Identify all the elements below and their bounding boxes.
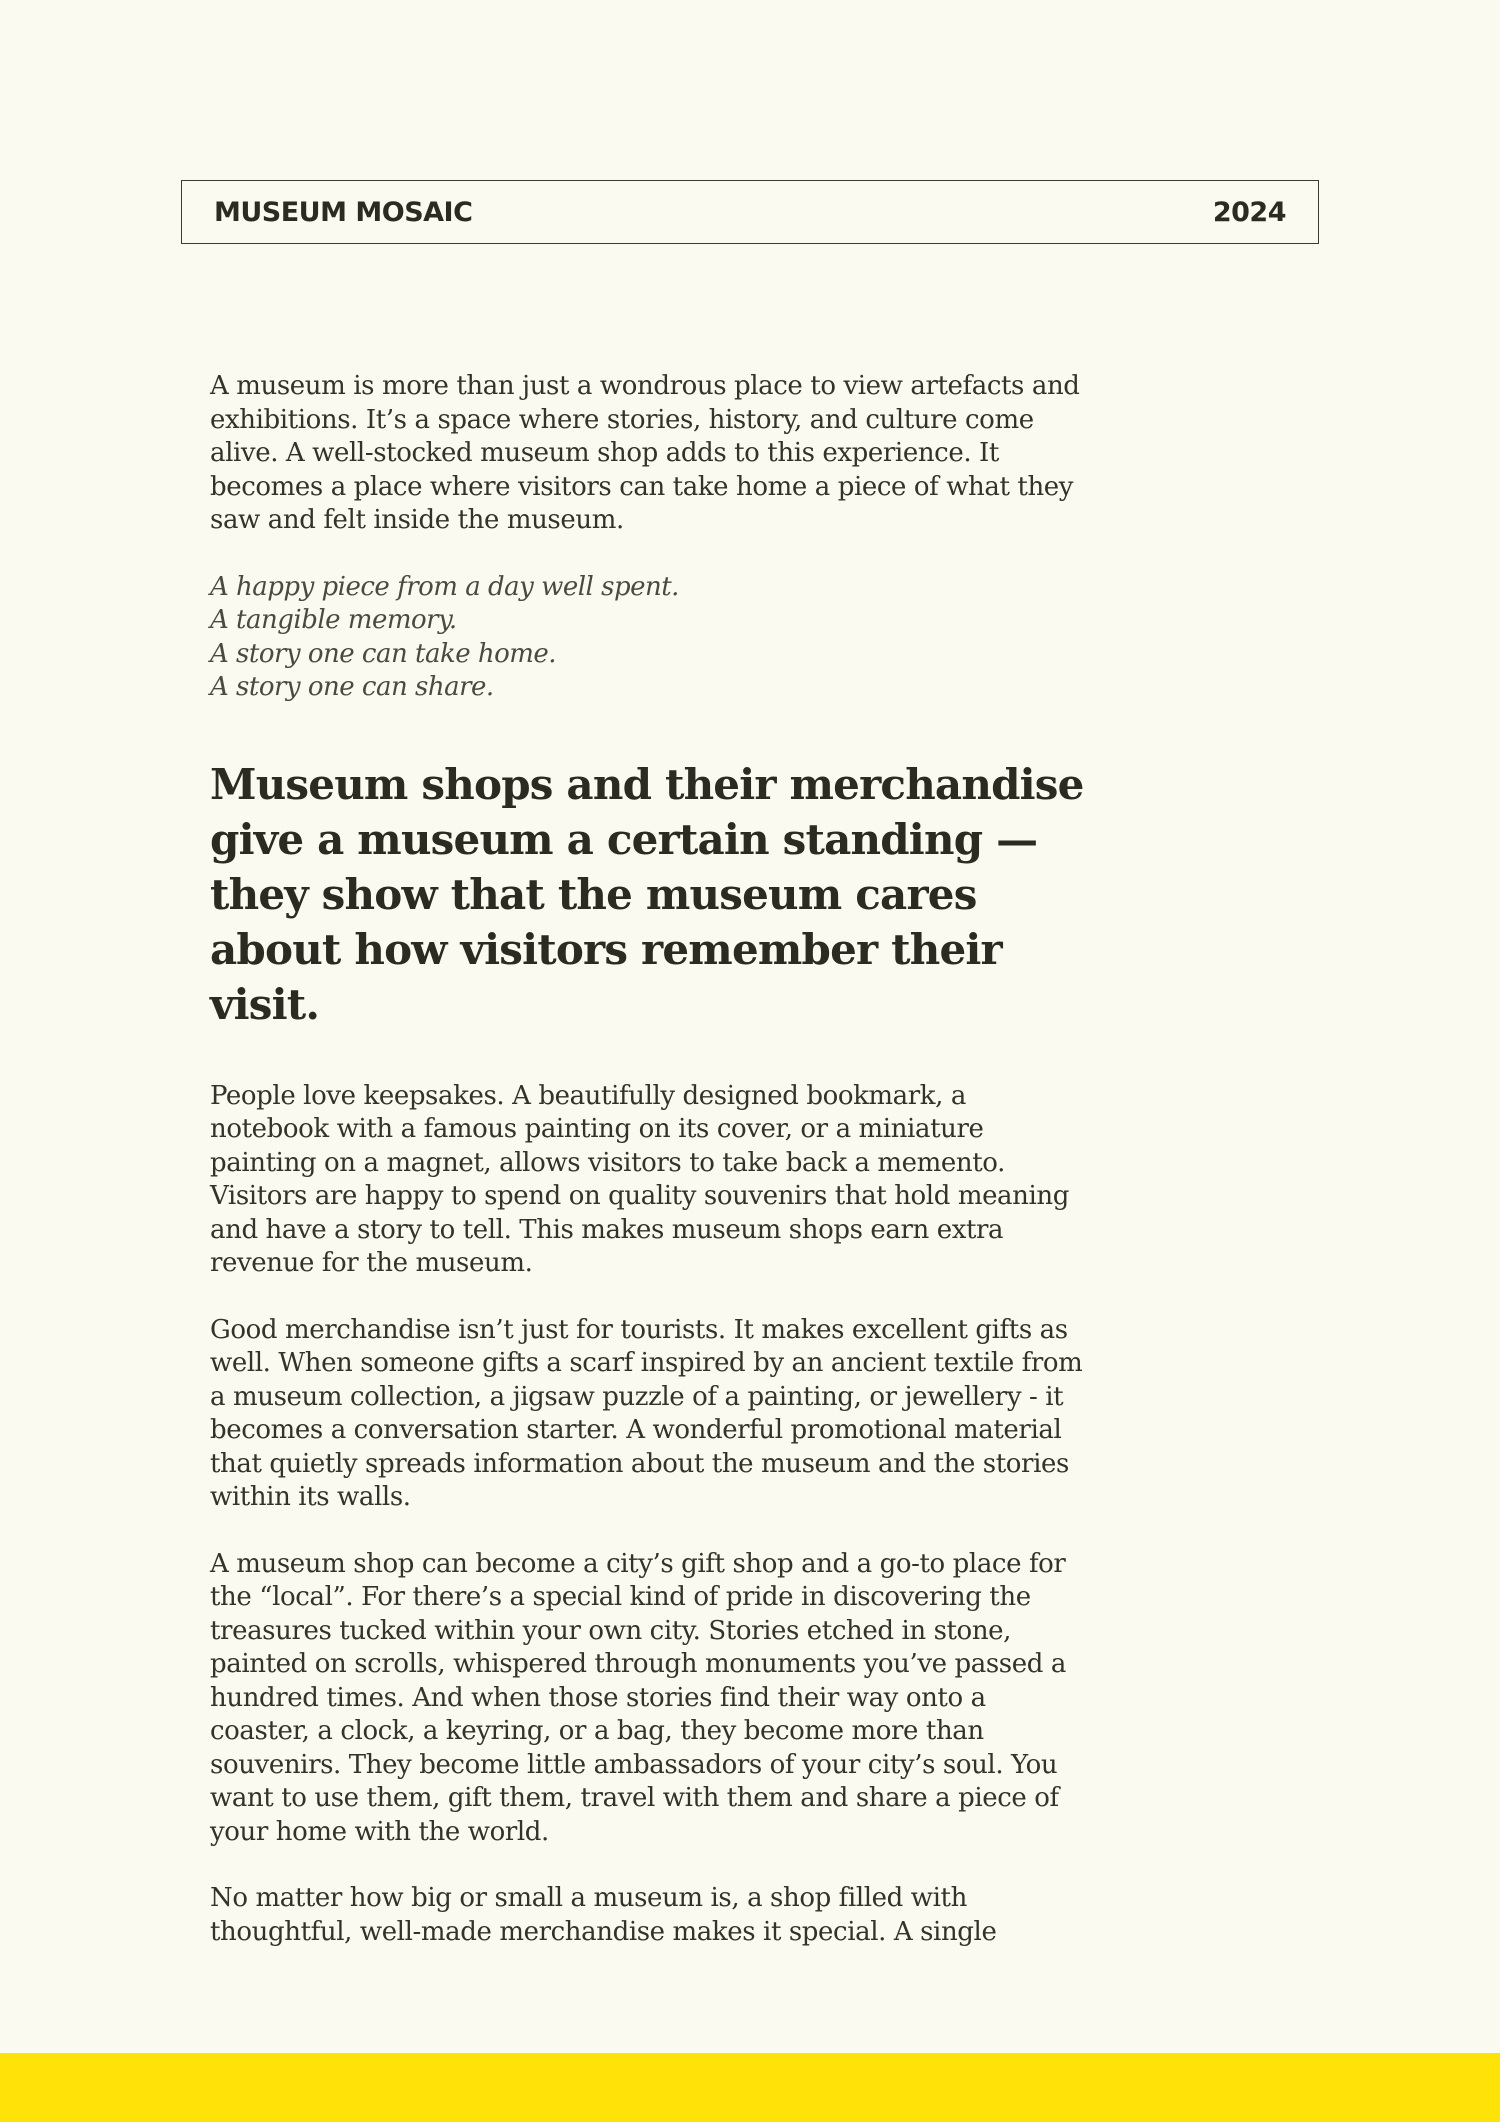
italic-verse — [210, 571, 1090, 705]
italic-line: A happy piece from a day well spent. — [210, 571, 679, 602]
pull-quote: Museum shops and their merchandise give a museum a certain standing — they show that the museum cares about how visitors remember their visit. — [210, 759, 1084, 1029]
italic-line: A tangible memory. — [210, 605, 457, 635]
article-body — [210, 370, 1090, 1982]
masthead-title: MUSEUM MOSAIC — [214, 196, 473, 228]
intro-paragraph: A museum is more than just a wondrous place to view artefacts and exhibitions. It’s a space where stories, history, and culture come alive. A well-stocked museum shop adds to this experience. It becomes a place where visitors can take home a piece of what they saw and felt inside the museum. — [210, 371, 1080, 535]
masthead-year: 2024 — [1212, 196, 1286, 228]
body-paragraph: A museum shop can become a city’s gift shop and a go-to place for the “local”. For there’s a special kind of pride in discovering the treasures tucked within your own city. Stories etched in stone, painted on scrolls, whispered through monuments you’ve passed a hundred times. And when those stories find their way onto a coaster, a clock, a keyring, or a bag, they become more than souvenirs. They become little ambassadors of your city’s soul. You want to use them, gift them, travel with them and share a piece of your home with the world. — [210, 1548, 1066, 1847]
masthead — [181, 180, 1319, 244]
italic-line: A story one can share. — [210, 672, 494, 702]
body-paragraph: No matter how big or small a museum is, a shop filled with thoughtful, well-made merchandise makes it special. A single — [210, 1883, 997, 1947]
body-paragraph: Good merchandise isn’t just for tourists. It makes excellent gifts as well. When someone gifts a scarf inspired by an ancient textile from a museum collection, a jigsaw puzzle of a painting, or jewellery - it becomes a conversation starter. A wonderful promotional material that quietly spreads information about the museum and the stories within its walls. — [210, 1314, 1083, 1512]
footer-bar — [0, 2053, 1500, 2122]
body-paragraph: People love keepsakes. A beautifully designed bookmark, a notebook with a famous painting on its cover, or a miniature painting on a magnet, allows visitors to take back a memento. Visitors are happy to spend on quality souvenirs that hold meaning and have a story to tell. This makes museum shops earn extra revenue for the museum. — [210, 1080, 1070, 1278]
italic-line: A story one can take home. — [210, 638, 557, 669]
